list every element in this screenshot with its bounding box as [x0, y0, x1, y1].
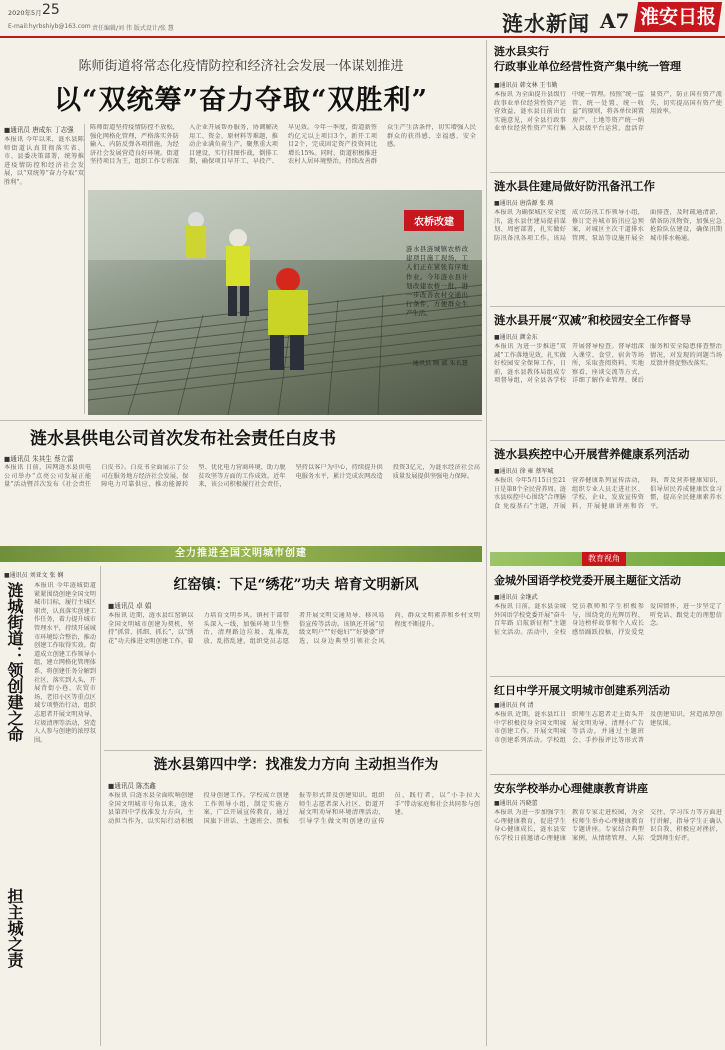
section-rule — [490, 440, 725, 441]
banner-text: 全力推进全国文明城市创建 — [175, 548, 307, 559]
right-b7: ■通讯员 冯晓蕾 — [494, 800, 538, 807]
lead-byline — [4, 124, 74, 134]
right-h1: 涟水县实行 行政事业单位经营性资产集中统一管理 — [494, 45, 681, 73]
section-rule — [104, 750, 482, 751]
civilization-banner — [0, 546, 482, 562]
lead-headline: 以“双统筹”奋力夺取“双胜利” — [53, 85, 429, 116]
story3-body: 本报讯 近期，涟水县红窑镇以全国文明城市创建为契机，坚持“抓常、抓细、抓长”，以“绣花”功夫推进文明创建工作，着力培育文明乡风。镇村干部带头深入一线，加强环境卫生整治，清理路边垃圾、乱堆乱放、乱搭乱建，组织党员志愿者开展文明交通劝导、移风易俗宣传等活动。该镇还开展“星级文明户”“好媳妇”“好婆婆”评选，以身边典型引领社会风尚，群众文明素养和乡村文明程度不断提升。 — [108, 612, 480, 645]
right-b1: ■通讯员 韩文林 王韦勤 — [494, 82, 558, 89]
contact-email: E-mail:hyrbshiyb@163.com — [8, 23, 91, 30]
column-rule — [100, 566, 101, 1046]
story2-headline: 涟水县供电公司首次发布社会责任白皮书 — [30, 429, 336, 449]
right-b4: ■通讯员 徐 雍 蔡军城 — [494, 468, 554, 475]
masthead — [0, 0, 725, 38]
lead-body-col: 陈师街道坚持疫情防控不放松，强化网格化管理，严格落实外防输入、内防反弹各项措施，为经济社会发展营造良好环境。街道坚持项目为王，组织工作专班深入企业开展帮办服务，协调解决用工、资金、原材料等难题，推动企业满负荷生产。聚焦重大项目建设，实行挂图作战，倒排工期，确保项目早开工、早投产、早见效。今年一季度，街道新签约亿元以上项目3个，新开工项目2个，完成固定资产投资同比增长15%。同时，街道积极推进农村人居环境整治，持续改善群众生产生活条件，切实增强人民群众的获得感、幸福感、安全感。 — [90, 124, 476, 166]
photo-caption: 涟水县涟城镇农桥改建项目施工现场，工人们正在紧张有序地作业。今年涟水县计划改建农桥一批，进一步改善农村交通出行条件，方便群众生产生活。 — [406, 245, 468, 318]
section-rule — [490, 774, 725, 775]
story4-byline: ■通讯员 陈杰鑫 — [108, 782, 156, 790]
right-t7: 本报讯 为进一步加强学生心理健康教育，促进学生身心健康成长，涟水县安东学校日前邀请心理健康教育专家走进校园，为全校师生举办心理健康教育专题讲座。专家结合典型案例，从情绪管理、人际交往、学习压力等方面进行讲解，指导学生正确认识自我、积极应对挫折，受到师生好评。 — [494, 809, 722, 842]
right-b3: ■通讯员 颜金东 — [494, 334, 538, 341]
worker-figure-2 — [268, 268, 308, 370]
right-h6: 红日中学开展文明城市创建系列活动 — [494, 684, 670, 697]
worker-figure-3 — [186, 212, 206, 258]
photo-credit: 通讯员 顾 淑 朱长慧 — [412, 360, 468, 367]
right-t4: 本报讯 今年5月15日至21日是第8个全民营养周。涟水县疾控中心围绕“合理膳食 免疫基石”主题，开展营养健康系列宣传活动，组织专业人员走进社区、学校、企业，发放宣传资料，开展健康讲座和咨询，普及营养健康知识，倡导居民养成健康饮食习惯，提高全民健康素养水平。 — [494, 477, 722, 510]
newspaper-logo — [634, 2, 722, 32]
section-rule — [490, 306, 725, 307]
vertical-byline: ■通讯员 刘亚文 张 娴 — [4, 572, 64, 579]
vertical-story — [0, 566, 100, 1046]
right-h3: 涟水县开展“双减”和校园安全工作督导 — [494, 313, 692, 327]
story4-headline: 涟水县第四中学：找准发力方向 主动担当作为 — [153, 757, 439, 773]
right-b2: ■通讯员 唐浩源 张 瑛 — [494, 200, 554, 207]
right-h7: 安东学校举办心理健康教育讲座 — [494, 782, 648, 795]
vertical-title-1: 涟城街道：领创建之命 — [5, 582, 24, 742]
lead-lede: 本报讯 今年以来，涟水县陈师街道认真贯彻落实省、市、县委决策部署，统筹推进疫情防控和经济社会发展，以“双统筹”奋力夺取“双胜利”。 — [4, 136, 84, 186]
right-t6: 本报讯 近期，涟水县红日中学积极投身全国文明城市创建工作，开展文明城市创建系列活动。学校组织师生志愿者走上街头开展文明劝导、清理小广告等活动，并通过主题班会、手抄报评比等形式普及创建知识，营造浓厚创建氛围。 — [494, 711, 722, 744]
story3-headline: 红窑镇：下足“绣花”功夫 培育文明新风 — [173, 577, 419, 593]
right-h2: 涟水县住建局做好防汛备汛工作 — [494, 179, 655, 193]
issue-date: 2020年5月 — [8, 9, 42, 17]
section-rule — [490, 172, 725, 173]
story2-byline: ■通讯员 朱其生 蔡立雷 — [4, 455, 74, 463]
right-t1: 本报讯 为全面提升县级行政事业单位经营性资产运营效益，涟水县日前出台实施意见，对全县行政事业单位经营性资产实行集中统一管理。按照“统一监管、统一处置、统一收益”的原则，将各单位闲置房产、土地等资产统一纳入县级平台运营，盘活存量资产，防止国有资产流失，切实提高国有资产使用效率。 — [494, 91, 722, 133]
right-h5: 金城外国语学校党委开展主题征文活动 — [494, 574, 681, 587]
masthead-rule — [0, 36, 725, 38]
right-t3: 本报讯 为进一步推进“双减”工作落地见效，扎实做好校园安全保障工作，日前，涟水县教体局组成专项督导组，对全县各学校开展督导检查。督导组深入课堂、食堂、宿舍等场所，采取查阅资料、实地察看、座谈交流等方式，详细了解作业管理、课后服务和安全隐患排查整治情况，对发现的问题当场反馈并督促整改落实。 — [494, 343, 722, 385]
section-title: 涟水新闻 — [502, 11, 590, 36]
right-t2: 本报讯 为确保城区安全度汛，涟水县住建局提前谋划、周密部署，扎实做好防汛备汛各项工作。该局成立防汛工作领导小组，修订完善城市防汛应急预案，对城区主次干道排水管网、泵站等设施开展全面排查，及时疏通清淤，储备防汛物资，加强应急抢险队伍建设，确保汛期城市排水畅通。 — [494, 209, 722, 242]
education-banner-text: 教育视角 — [582, 552, 626, 566]
column-rule — [486, 40, 487, 1046]
lead-byline-text: ■通讯员 唐成东 丁志强 — [4, 126, 74, 134]
issue-day: 25 — [42, 2, 60, 18]
lead-subhead: 陈师街道将常态化疫情防控和经济社会发展一体谋划推进 — [78, 59, 404, 74]
photo-label: 农桥改建 — [404, 210, 464, 231]
column-rule — [84, 124, 85, 414]
story4-body: 本报讯 自涟水县全面吹响创建全国文明城市号角以来，涟水县第四中学找准发力方向，主动担当作为，以实际行动积极投身创建工作。学校成立创建工作领导小组，制定实施方案，广泛开展宣传教育，通过国旗下讲话、主题班会、黑板报等形式普及创建知识。组织师生志愿者深入社区、街道开展文明劝导和环境清理活动，引导学生做文明创建的宣传员、践行者，以“小手拉大手”带动家庭和社会共同参与创建。 — [108, 792, 480, 825]
newspaper-logo-text: 淮安日报 — [639, 6, 716, 28]
lead-story — [0, 40, 482, 420]
section-rule — [490, 676, 725, 677]
vertical-body: 本报讯 今年涟城街道紧紧围绕创建全国文明城市目标，履行主城区职责，认真落实创建工作任务，着力提升城市管理水平，持续开展城市环境综合整治，推动创建工作取得实效。街道成立创建工作领导小组，建立网格化管理体系，将创建任务分解到社区、落实到人头，开展背街小巷、农贸市场、老旧小区等重点区域专项整治行动，组织志愿者开展文明劝导、垃圾清理等活动，营造人人参与创建的浓厚氛围。 — [34, 582, 96, 744]
page-number: A7 — [600, 9, 630, 33]
right-b6: ■通讯员 何 清 — [494, 702, 534, 709]
right-t5: 本报讯 日前，涟水县金城外国语学校党委开展“奋斗百年路 启航新征程”主题征文活动。活动中，全校党员教师和学生积极参与，围绕党的光辉历程、身边榜样故事和个人成长感悟踊跃投稿，抒发爱党爱国情怀，进一步坚定了听党话、跟党走的理想信念。 — [494, 603, 722, 636]
editor-credit: 责任编辑/刘 伟 版式设计/张 慧 — [92, 25, 174, 32]
right-b5: ■通讯员 金继武 — [494, 594, 538, 601]
story3-byline: ■通讯员 卓 娟 — [108, 602, 152, 610]
education-banner — [490, 552, 725, 566]
vertical-title-2: 担主城之责 — [5, 888, 24, 968]
right-h4: 涟水县疾控中心开展营养健康系列活动 — [494, 447, 690, 461]
section-rule — [0, 420, 482, 421]
story2-body: 本报讯 日前，国网涟水县供电公司举办“点亮公司发展正能量”活动暨首次发布《社会责任白皮书》。白皮书全面展示了公司在服务地方经济社会发展、保障电力可靠供应、推动能源转型、优化电力营商环境、助力脱贫攻坚等方面的工作成效。近年来，该公司积极履行社会责任，坚持以客户为中心，持续提升供电服务水平，累计完成农网改造投资3亿元，为涟水经济社会高质量发展提供坚强电力保障。 — [4, 464, 480, 489]
construction-photo — [88, 190, 482, 415]
